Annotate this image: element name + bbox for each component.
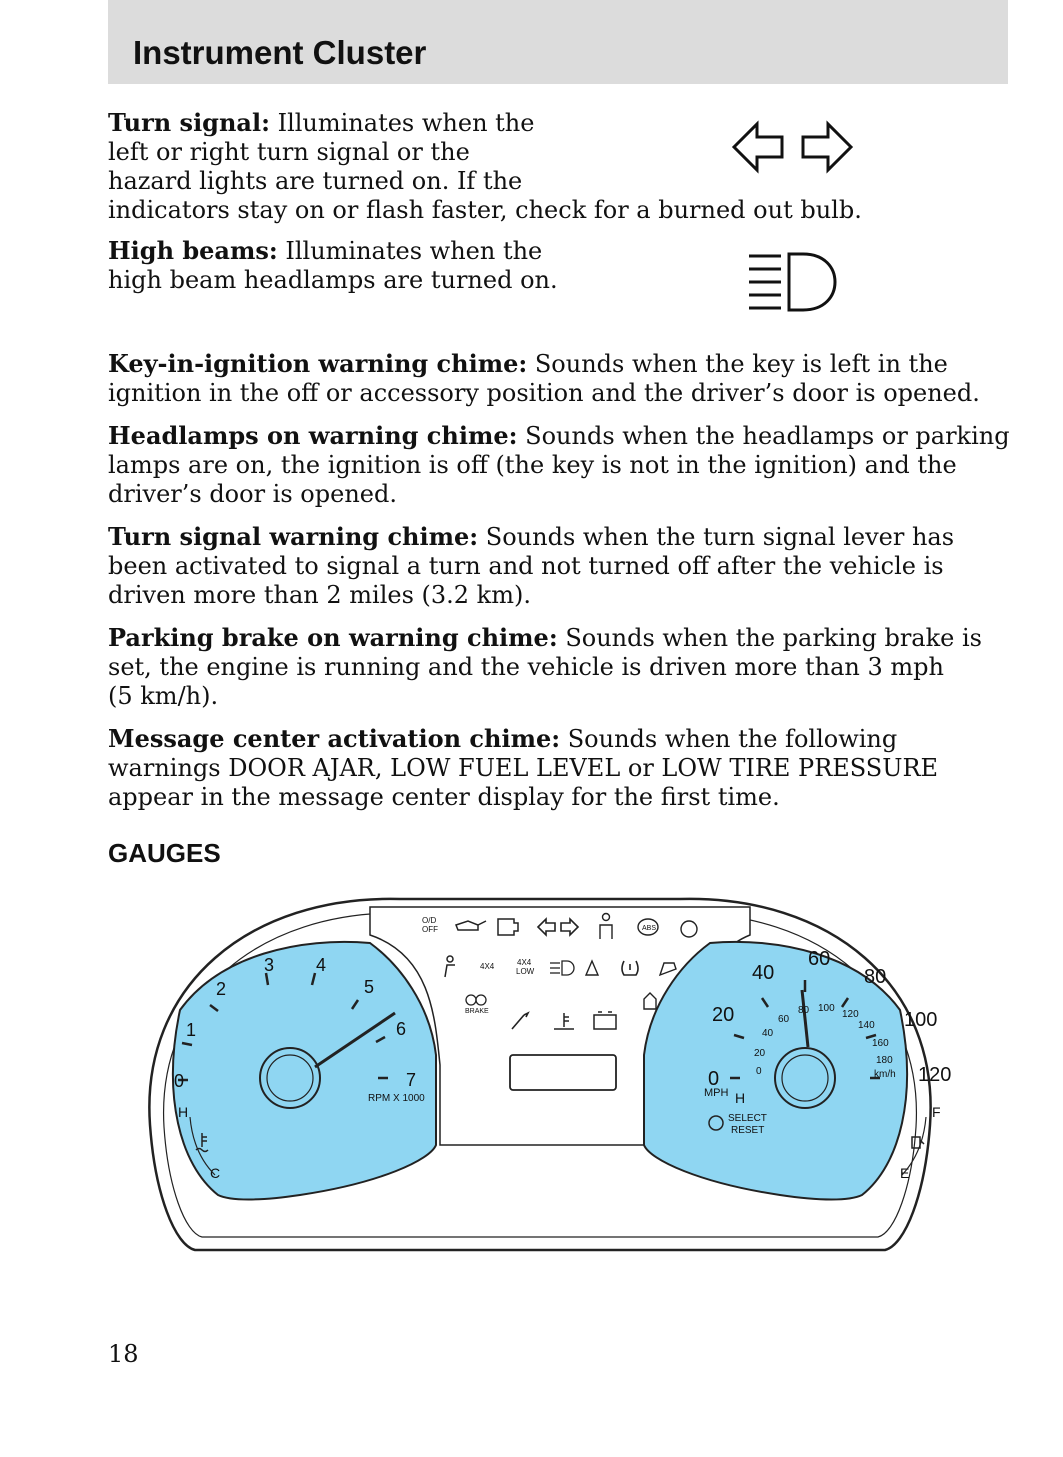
oil-hot-label: H — [735, 1090, 746, 1106]
tach-7: 7 — [406, 1070, 417, 1090]
tach-2: 2 — [216, 979, 227, 999]
kmh-label: km/h — [874, 1069, 896, 1080]
term: High beams: — [108, 236, 278, 265]
brake-label: BRAKE — [465, 1008, 489, 1015]
instrument-cluster-illustration — [140, 895, 952, 1255]
tach-0: 0 — [174, 1071, 185, 1091]
term: Turn signal: — [108, 108, 270, 137]
speedometer-hub — [775, 1048, 835, 1108]
temp-hot-label: H — [178, 1104, 189, 1120]
mph-20: 20 — [712, 1004, 735, 1026]
mph-60: 60 — [808, 948, 831, 970]
tachometer-hub — [260, 1048, 320, 1108]
reset-label: RESET — [731, 1125, 765, 1136]
term: Headlamps on warning chime: — [108, 421, 518, 450]
select-label: SELECT — [728, 1113, 767, 1124]
tach-6: 6 — [396, 1019, 407, 1039]
term: Message center activation chime: — [108, 724, 561, 753]
kmh-80: 80 — [798, 1005, 810, 1016]
od-off-label-2: OFF — [422, 925, 438, 934]
tach-3: 3 — [264, 955, 275, 975]
tach-1: 1 — [186, 1020, 197, 1040]
temp-cold-label: C — [210, 1165, 221, 1181]
svg-text:ABS: ABS — [642, 925, 657, 932]
kmh-40: 40 — [762, 1028, 774, 1039]
mph-0: 0 — [708, 1068, 720, 1090]
kmh-160: 160 — [872, 1038, 889, 1049]
tach-label: RPM X 1000 — [368, 1093, 425, 1104]
kmh-140: 140 — [858, 1020, 875, 1031]
kmh-100: 100 — [818, 1003, 835, 1014]
parking-brake-paragraph: Parking brake on warning chime: Sounds when the parking brake is set, the engine is running and the vehicle is driven more than 3 mph (5 km/h). — [108, 623, 982, 710]
turn-signal-paragraph: Turn signal: Illuminates when the left or right turn signal or the hazard lights are turned on. If the indicators stay on or flash faster, check for a burned out bulb. — [108, 108, 862, 224]
kmh-120: 120 — [842, 1009, 859, 1020]
kmh-60: 60 — [778, 1014, 790, 1025]
term: Key-in-ignition warning chime: — [108, 349, 528, 378]
four-by-four-low-label-1: 4X4 — [517, 958, 532, 967]
turn-signal-arrows-icon — [730, 118, 855, 176]
kmh-180: 180 — [876, 1055, 893, 1066]
tach-5: 5 — [364, 977, 375, 997]
mph-80: 80 — [864, 966, 887, 988]
message-center-display — [510, 1055, 616, 1090]
mph-40: 40 — [752, 962, 775, 984]
term: Turn signal warning chime: — [108, 522, 479, 551]
mph-label: MPH — [704, 1087, 729, 1099]
page-number: 18 — [108, 1340, 139, 1368]
kmh-0: 0 — [756, 1066, 762, 1077]
tach-4: 4 — [316, 955, 327, 975]
gauges-heading: GAUGES — [108, 838, 221, 868]
high-beam-icon — [745, 250, 840, 314]
message-center-paragraph: Message center activation chime: Sounds when the following warnings DOOR AJAR, LOW FUEL LEVEL or LOW TIRE PRESSURE appear in the message center display for the first time. — [108, 724, 939, 811]
mph-120: 120 — [918, 1064, 952, 1086]
kmh-20: 20 — [754, 1048, 766, 1059]
fuel-full-label: F — [932, 1104, 941, 1120]
fuel-empty-label: E — [900, 1165, 910, 1181]
page-title: Instrument Cluster — [133, 34, 427, 71]
headlamps-on-paragraph: Headlamps on warning chime: Sounds when the headlamps or parking lamps are on, the ignition is off (the key is not in the ignition) and the driver’s door is opened. — [108, 421, 1010, 508]
turn-signal-chime-paragraph: Turn signal warning chime: Sounds when the turn signal lever has been activated to signal a turn and not turned off after the vehicle is driven more than 2 miles (3.2 km). — [108, 522, 955, 609]
term: Parking brake on warning chime: — [108, 623, 558, 652]
high-beams-paragraph: High beams: Illuminates when the high beam headlamps are turned on. — [108, 236, 558, 294]
od-off-label-1: O/D — [422, 916, 437, 925]
four-by-four-label: 4X4 — [480, 962, 495, 971]
mph-100: 100 — [904, 1009, 938, 1031]
key-in-ignition-paragraph: Key-in-ignition warning chime: Sounds when the key is left in the ignition in the off or accessory position and the driver’s door is opened. — [108, 349, 980, 407]
four-by-four-low-label-2: LOW — [516, 967, 535, 976]
